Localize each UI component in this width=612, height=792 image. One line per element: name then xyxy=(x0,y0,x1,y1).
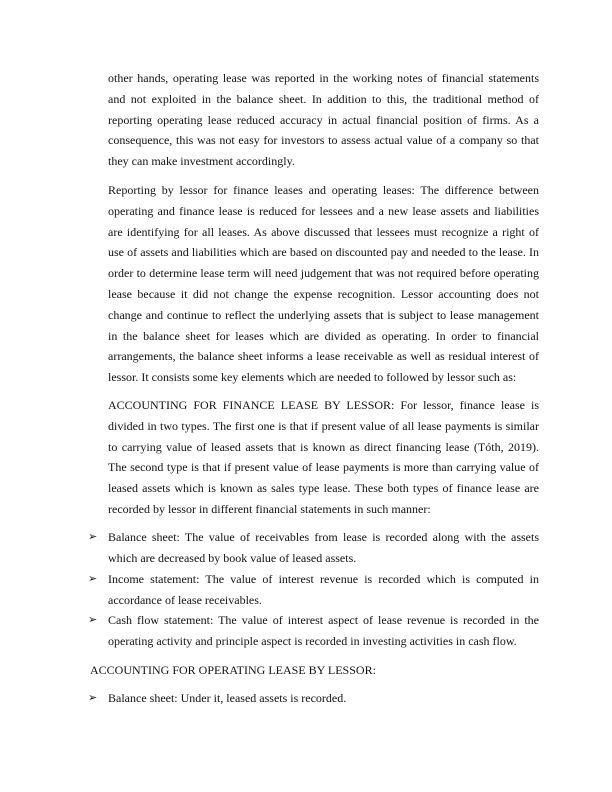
list-item xyxy=(88,527,539,569)
list-item-text: Cash flow statement: The value of interest aspect of lease revenue is recorded in the operating activity and principle aspect is recorded in investing activities in cash flow. xyxy=(108,613,539,648)
list-item xyxy=(88,688,539,709)
list-item-text: Balance sheet: Under it, leased assets is recorded. xyxy=(108,691,347,705)
list-item xyxy=(88,569,539,611)
paragraph-operating-lease-reporting: other hands, operating lease was reported in the working notes of financial statements and not exploited in the balance sheet. In addition to this, the traditional method of reporting operating lease reduced accuracy in actual financial position of firms. As a consequence, this was not easy for investors to assess actual value of a company so that they can make investment accordingly. xyxy=(108,71,539,169)
arrow-bullet-icon: ➢ xyxy=(88,692,98,704)
list-item xyxy=(88,610,539,652)
paragraph-finance-lease-by-lessor: ACCOUNTING FOR FINANCE LEASE BY LESSOR: For lessor, finance lease is divided in two types. The first one is that if present value of all lease payments is similar to carrying value of leased assets that is known as direct financing lease (Tóth, 2019). The second type is that if present value of lease payments is more than carrying value of leased assets which is known as sales type lease. These both types of finance lease are recorded by lessor in different financial statements in such manner: xyxy=(108,398,539,516)
list-item-text: Income statement: The value of interest revenue is recorded which is computed in accordance of lease receivables. xyxy=(108,572,539,607)
paragraph-lessor-reporting: Reporting by lessor for finance leases and operating leases: The difference between operating and finance lease is reduced for lessees and a new lease assets and liabilities are identifying for all leases. As above discussed that lessees must recognize a right of use of assets and liabilities which are based on discounted pay and needed to the lease. In order to determine lease term will need judgement that was not required before operating lease because it did not change the expense recognition. Lessor accounting does not change and continue to reflect the underlying assets that is subject to lease management in the balance sheet for leases which are divided as operating. In order to financial arrangements, the balance sheet informs a lease receivable as well as residual interest of lessor. It consists some key elements which are needed to followed by lessor such as: xyxy=(108,183,539,385)
arrow-bullet-icon: ➢ xyxy=(88,531,98,543)
arrow-bullet-icon: ➢ xyxy=(88,573,98,585)
operating-lease-heading: ACCOUNTING FOR OPERATING LEASE BY LESSOR: xyxy=(90,663,376,677)
list-item-text: Balance sheet: The value of receivables from lease is recorded along with the assets which are decreased by book value of leased assets. xyxy=(108,530,539,565)
arrow-bullet-icon: ➢ xyxy=(88,614,98,626)
